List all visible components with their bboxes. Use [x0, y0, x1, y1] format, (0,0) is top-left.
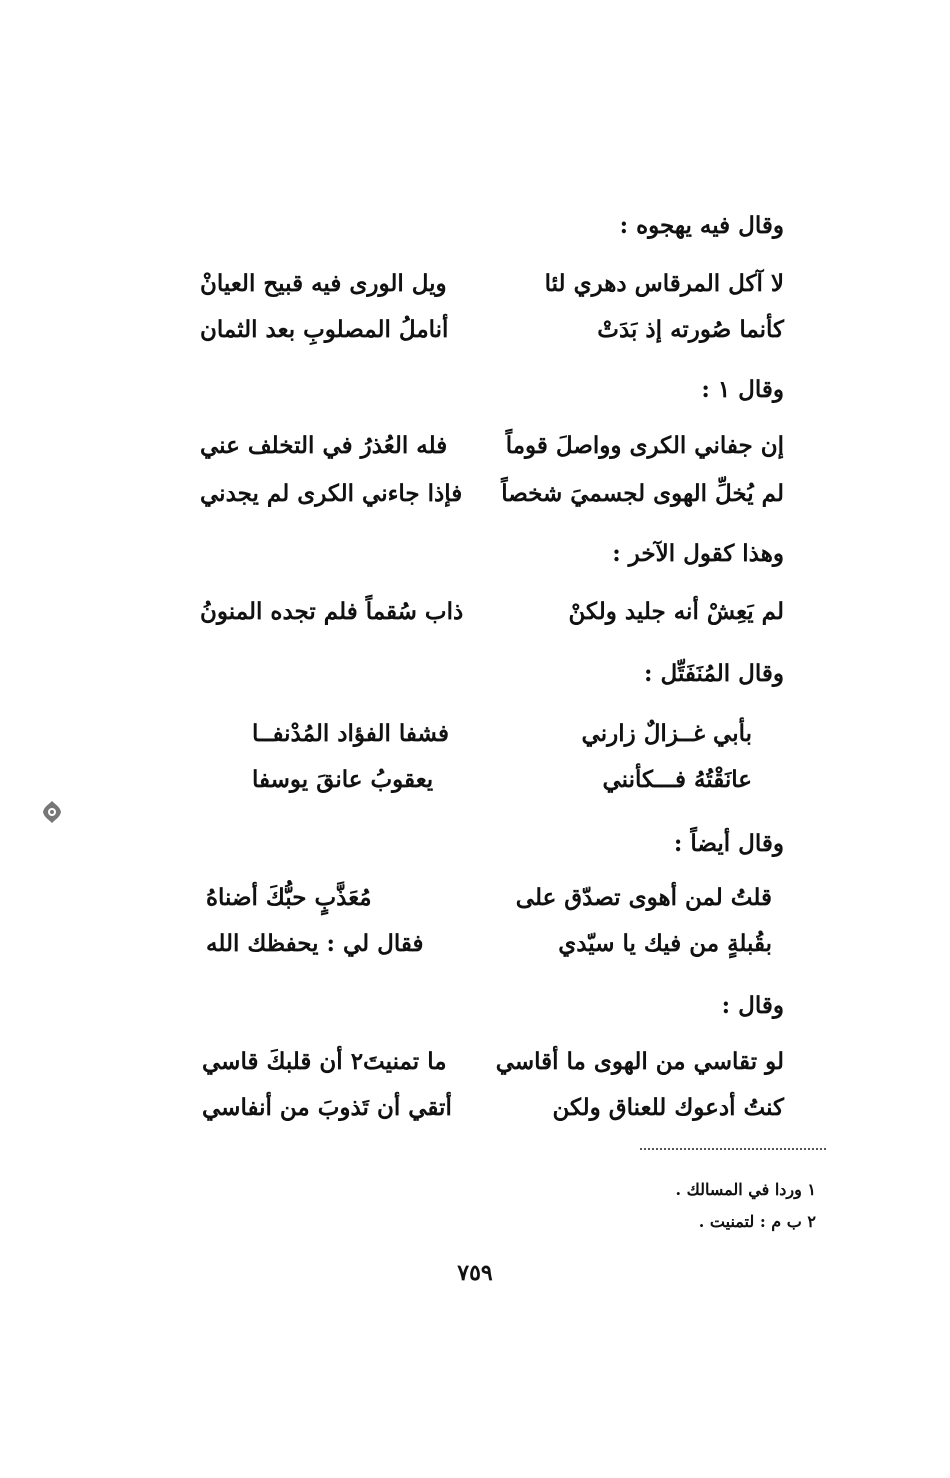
verse-line — [200, 432, 784, 472]
verse-first-hemistich: كنتُ أدعوك للعناق ولكن — [552, 1094, 784, 1121]
verse-second-hemistich: مُعَذَّبٍ حبُّكَ أضناهُ — [206, 884, 372, 911]
verse-first-hemistich: لو تقاسي من الهوى ما أقاسي — [495, 1048, 784, 1075]
footnote: ١ وردا في المسالك . — [675, 1180, 816, 1199]
footnote: ٢ ب م : لتمنيت . — [698, 1212, 816, 1231]
verse-second-hemistich: فإذا جاءني الكرى لم يجدني — [200, 480, 463, 507]
verse-second-hemistich: أتقي أن تَذوبَ من أنفاسي — [202, 1094, 452, 1121]
section-intro: وقال أيضاً : — [673, 830, 784, 857]
verse-second-hemistich: ويل الورى فيه قبيح العيانْ — [200, 270, 447, 297]
verse-first-hemistich: لا آكل المرقاس دهري لئا — [544, 270, 784, 297]
ornament-icon — [38, 798, 66, 826]
section-intro: وقال ١ : — [701, 376, 784, 403]
verse-second-hemistich: فقال لي : يحفظك الله — [206, 930, 424, 957]
section-intro: وهذا كقول الآخر : — [612, 540, 784, 567]
verse-first-hemistich: قلتُ لمن أهوى تصدّق على — [515, 884, 772, 911]
verse-line — [252, 766, 752, 806]
verse-line — [200, 598, 784, 638]
verse-line — [200, 270, 784, 310]
verse-second-hemistich: ذاب سُقماً فلم تجده المنونُ — [200, 598, 464, 625]
footnote-divider — [640, 1148, 826, 1150]
verse-line — [206, 930, 772, 970]
verse-second-hemistich: فله العُذرُ في التخلف عني — [200, 432, 448, 459]
verse-first-hemistich: بأبي غــزالٌ زارني — [581, 720, 752, 747]
verse-second-hemistich: يعقوبُ عانقَ يوسفا — [252, 766, 434, 793]
verse-first-hemistich: إن جفاني الكرى وواصلَ قوماً — [505, 432, 784, 459]
verse-second-hemistich: فشفا الفؤاد المُدْنفــا — [252, 720, 450, 747]
verse-second-hemistich: أناملُ المصلوبِ بعد الثمان — [200, 316, 449, 343]
verse-line — [206, 884, 772, 924]
verse-first-hemistich: بقُبلةٍ من فيك يا سيّدي — [558, 930, 772, 957]
verse-first-hemistich: كأنما صُورته إذ بَدَتْ — [597, 316, 784, 343]
verse-first-hemistich: عانَقْتُهُ فـــكأنني — [602, 766, 752, 793]
verse-line — [200, 316, 784, 356]
verse-first-hemistich: لم يُخلِّ الهوى لجسميَ شخصاً — [501, 480, 784, 507]
section-intro: وقال المُنَفَتِّل : — [644, 660, 784, 687]
verse-second-hemistich: ما تمنيتَ٢ أن قلبكَ قاسي — [202, 1048, 447, 1075]
verse-line — [202, 1094, 784, 1134]
section-intro: وقال فيه يهجوه : — [619, 212, 784, 239]
section-intro: وقال : — [721, 992, 784, 1019]
verse-line — [252, 720, 752, 760]
verse-line — [200, 480, 784, 520]
verse-first-hemistich: لم يَعِشْ أنه جليد ولكنْ — [568, 598, 784, 625]
verse-line — [202, 1048, 784, 1088]
page-number: ٧٥٩ — [457, 1260, 493, 1286]
